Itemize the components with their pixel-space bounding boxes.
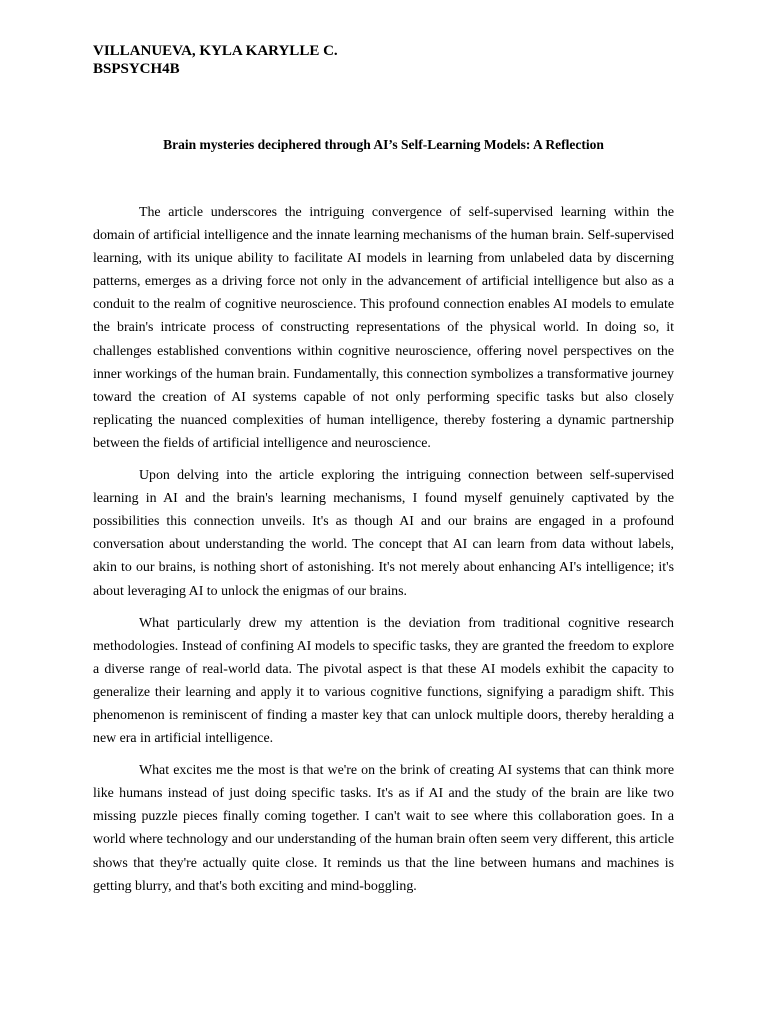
author-name: VILLANUEVA, KYLA KARYLLE C. <box>93 43 338 59</box>
document-page <box>93 42 674 907</box>
document-body <box>93 201 674 898</box>
paragraph-2: Upon delving into the article exploring the intriguing connection between self-supervised learning in AI and the brain's learning mechanisms, I found myself genuinely captivated by the possibilities this connection unveils. It's as though AI and our brains are engaged in a profound conversation about understanding the world. The concept that AI can learn from data without labels, akin to our brains, is nothing short of astonishing. It's not merely about enhancing AI's intelligence; it's about leveraging AI to unlock the enigmas of our brains. <box>93 468 674 599</box>
paragraph-4: What excites me the most is that we're on the brink of creating AI systems that can think more like humans instead of just doing specific tasks. It's as if AI and the study of the brain are like two missing puzzle pieces finally coming together. I can't wait to see where this collaboration goes. In a world where technology and our understanding of the human brain often seem very different, this article shows that they're actually quite close. It reminds us that the line between humans and machines is getting blurry, and that's both exciting and mind-boggling. <box>93 763 674 894</box>
paragraph-3: What particularly drew my attention is the deviation from traditional cognitive research methodologies. Instead of confining AI models to specific tasks, they are granted the freedom to explore a diverse range of real-world data. The pivotal aspect is that these AI models exhibit the capacity to generalize their learning and apply it to various cognitive functions, signifying a paradigm shift. This phenomenon is reminiscent of finding a master key that can unlock multiple doors, thereby heralding a new era in artificial intelligence. <box>93 615 674 747</box>
document-title: Brain mysteries deciphered through AI’s Self-Learning Models: A Reflection <box>163 137 604 152</box>
paragraph-1: The article underscores the intriguing convergence of self-supervised learning within the domain of artificial intelligence and the innate learning mechanisms of the human brain. Self-supervised learning, with its unique ability to facilitate AI models in learning from unlabeled data by discerning patterns, emerges as a driving force not only in the advancement of artificial intelligence but also as a conduit to the realm of cognitive neuroscience. This profound connection enables AI models to emulate the brain's intricate process of constructing representations of the physical world. In doing so, it challenges established conventions within cognitive neuroscience, offering novel perspectives on the inner workings of the human brain. Fundamentally, this connection symbolizes a transformative journey toward the creation of AI systems capable of not only performing specific tasks but also closely replicating the nuanced complexities of human intelligence, thereby fostering a dynamic partnership between the fields of artificial intelligence and neuroscience. <box>93 205 674 451</box>
course-section: BSPSYCH4B <box>93 61 180 77</box>
